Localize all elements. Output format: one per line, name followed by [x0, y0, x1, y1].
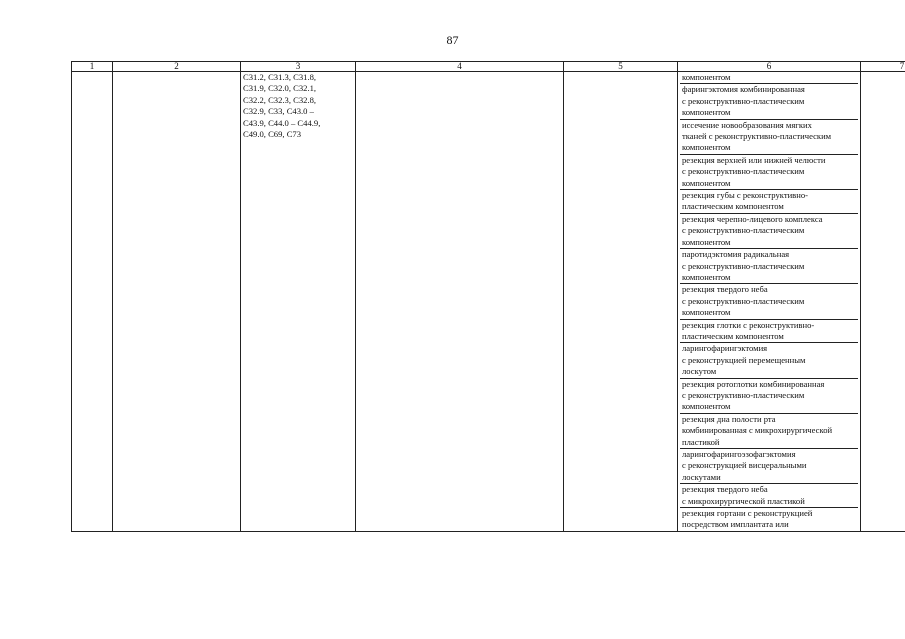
list-item: паротидэктомия радикальная с реконструктивно-пластическим компонентом	[680, 249, 858, 284]
cell-col5	[564, 72, 678, 532]
column-header-7: 7	[861, 62, 905, 72]
diagnosis-codes-cell: С31.2, С31.3, С31.8, С31.9, С32.0, С32.1, С32.2, С32.3, С32.8, С32.9, С33, С43.0 – С43.9, С44.0 – С44.9, С49.0, С69, С73	[241, 72, 356, 532]
list-item: фарингэктомия комбинированная с реконструктивно-пластическим компонентом	[680, 84, 858, 119]
list-item: резекция глотки с реконструктивно- пластическим компонентом	[680, 320, 858, 344]
procedures-list	[680, 72, 858, 531]
list-item: резекция черепно-лицевого комплекса с реконструктивно-пластическим компонентом	[680, 214, 858, 249]
list-item: резекция твердого неба с реконструктивно-пластическим компонентом	[680, 284, 858, 319]
column-header-6: 6	[678, 62, 861, 72]
header-row	[72, 62, 905, 72]
column-header-3: 3	[241, 62, 356, 72]
table-row	[72, 72, 905, 532]
list-item: компонентом	[680, 72, 858, 84]
cell-col2	[113, 72, 241, 532]
list-item: резекция верхней или нижней челюсти с реконструктивно-пластическим компонентом	[680, 155, 858, 190]
list-item: резекция губы с реконструктивно- пластическим компонентом	[680, 190, 858, 214]
cell-col7	[861, 72, 905, 532]
column-header-4: 4	[356, 62, 564, 72]
list-item: резекция ротоглотки комбинированная с реконструктивно-пластическим компонентом	[680, 379, 858, 414]
list-item: резекция гортани с реконструкцией посредством имплантата или	[682, 508, 813, 530]
list-item: иссечение новообразования мягких тканей с реконструктивно-пластическим компонентом	[680, 120, 858, 155]
column-header-5: 5	[564, 62, 678, 72]
list-item: ларингофарингоэзофагэктомия с реконструкцией висцеральными лоскутами	[680, 449, 858, 484]
page-number: 87	[446, 33, 459, 47]
procedures-table	[71, 61, 905, 532]
column-header-1: 1	[72, 62, 113, 72]
column-header-2: 2	[113, 62, 241, 72]
cell-col4	[356, 72, 564, 532]
list-item: резекция дна полости рта комбинированная с микрохирургической пластикой	[680, 414, 858, 449]
procedures-cell	[678, 72, 861, 532]
list-item: ларингофарингэктомия с реконструкцией перемещенным лоскутом	[680, 343, 858, 378]
cell-col1	[72, 72, 113, 532]
list-item: резекция твердого неба с микрохирургической пластикой	[680, 484, 858, 508]
